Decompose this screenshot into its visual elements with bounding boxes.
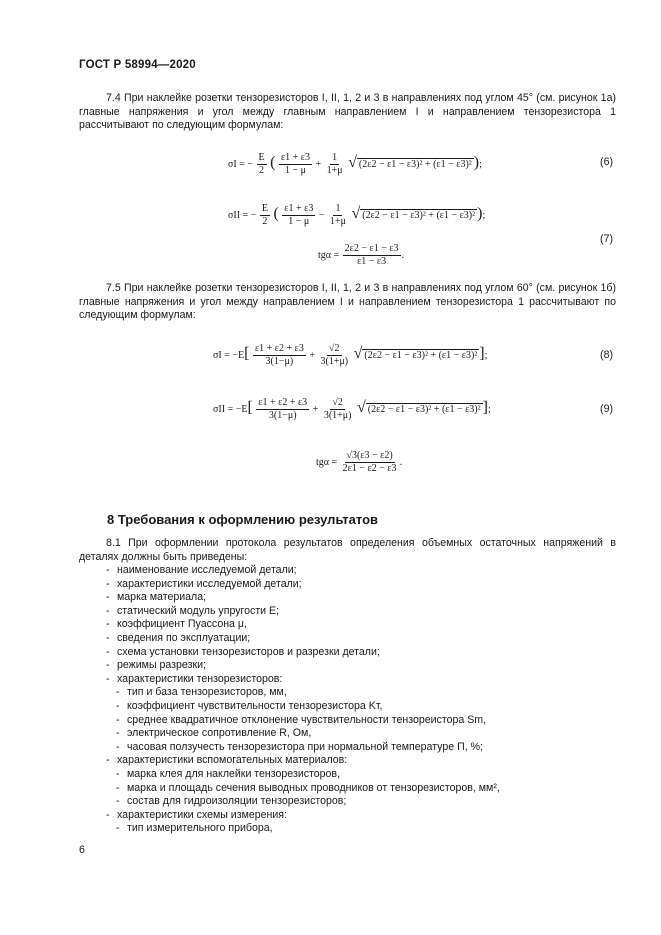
list-item-text: марка клея для наклейки тензорезисторов,	[127, 767, 341, 780]
list-dash: -	[116, 795, 120, 808]
list-item-text: среднее квадратичное отклонение чувствительности тензореистора Sm,	[127, 713, 487, 726]
formula-tg-alpha-60: tgα = $\frac{√3(\varepsilon 3 - \varepsilon 2)}{2\varepsilon 1 - \varepsilon 2 - \varepsilon 3}$ .	[316, 450, 403, 474]
list-dash: -	[106, 564, 110, 576]
paragraph-8-1	[79, 537, 616, 564]
list-item	[79, 741, 619, 755]
list-dash: -	[106, 754, 110, 767]
list-dash: -	[116, 727, 120, 740]
list-item-text: характеристики тензорезисторов:	[117, 672, 283, 685]
list-item	[79, 659, 619, 673]
list-item-text: характеристики исследуемой детали;	[117, 577, 302, 590]
list-item-text: тип измерительного прибора,	[127, 822, 273, 835]
list-item	[79, 768, 619, 782]
list-dash: -	[106, 645, 110, 658]
list-item	[79, 754, 619, 768]
list-item	[79, 605, 619, 619]
paragraph-7-4	[79, 92, 616, 133]
document-header: ГОСТ Р 58994—2020	[79, 59, 196, 71]
paragraph-7-5-text: 7.5 При наклейке розетки тензорезисторов I, II, 1, 2 и 3 в направлениях под углом 60° (см. рисунок 1б) главные напряжения и угол между направлением I и направлением тензорезистора 1 рассчитывают по следующим формулам:	[79, 282, 616, 322]
formula-9-number: (9)	[600, 403, 613, 415]
list-item	[79, 578, 619, 592]
list-item	[79, 714, 619, 728]
list-dash: -	[116, 699, 120, 712]
list-item-text: состав для гидроизоляции тензорезисторов;	[127, 795, 347, 808]
list-item-text: сведения по эксплуатации;	[117, 631, 251, 644]
list-item-text: характеристики схемы измерения:	[117, 808, 287, 821]
page-number: 6	[79, 844, 85, 856]
list-dash: -	[106, 604, 110, 617]
list-item	[79, 795, 619, 809]
list-dash: -	[106, 631, 110, 644]
list-dash: -	[116, 767, 120, 780]
list-item	[79, 591, 619, 605]
list-item	[79, 727, 619, 741]
list-item	[79, 673, 619, 687]
list-dash: -	[116, 686, 120, 699]
list-item	[79, 646, 619, 660]
section-8-title: 8 Требования к оформлению результатов	[107, 512, 379, 527]
paragraph-7-5	[79, 282, 616, 323]
list-item	[79, 700, 619, 714]
formula-tg-alpha-45: tgα = $\frac{2\varepsilon 2 - \varepsilon 1 - \varepsilon 3}{\varepsilon 1 - \varepsilon 3}$ .	[318, 243, 405, 267]
formula-7-number: (7)	[600, 233, 613, 245]
list-item-text: наименование исследуемой детали;	[117, 564, 297, 576]
list-item-text: часовая ползучесть тензорезистора при нормальной температуре П, %;	[127, 740, 483, 753]
formula-7: σII = − $\frac{E}{2}$ ( $\frac{\varepsilon 1 + \varepsilon 3}{1 - \mu}$ − $\frac{1}{1+\mu}$ √ (2ε2 − ε1 − ε3)² + (ε1 − ε3)² );	[228, 203, 486, 227]
formula-8: σI = −E[ $\frac{\varepsilon 1 + \varepsilon 2 + \varepsilon 3}{3(1-\mu)}$ + $\frac{√2}{3(1+\mu)}$ √ (2ε2 − ε1 − ε3)² + (ε1 − ε3)² ];	[213, 343, 488, 367]
formula-7-lhs: σII = −	[228, 209, 257, 221]
list-item-text: схема установки тензорезисторов и разрезки детали;	[117, 645, 380, 658]
list-item-text: марка и площадь сечения выводных проводников от тензорезисторов, мм²,	[127, 781, 500, 794]
list-dash: -	[106, 577, 110, 590]
list-item-text: тип и база тензорезисторов, мм,	[127, 686, 287, 699]
formula-6: σI = − $\frac{E}{2}$ ( $\frac{\varepsilon 1 + \varepsilon 3}{1 - \mu}$ + $\frac{1}{1+\mu}$ √ (2ε2 − ε1 − ε3)² + (ε1 − ε3)² );	[228, 152, 482, 176]
paragraph-8-1-text: 8.1 При оформлении протокола результатов определения объемных остаточных напряжений в деталях должны быть приведены:	[79, 537, 616, 563]
list-item-text: режимы разрезки;	[117, 659, 206, 672]
list-item	[79, 686, 619, 700]
list-item-text: коэффициент Пуассона μ,	[117, 618, 247, 631]
list-item-text: электрическое сопротивление R, Ом,	[127, 727, 312, 740]
list-item	[79, 822, 619, 836]
paragraph-7-4-text: 7.4 При наклейке розетки тензорезисторов I, II, 1, 2 и 3 в направлениях под углом 45° (см. рисунок 1а) главные напряжения и угол между главным направлением I и направлением тензорезистора 1 рассчитывают по следующим формулам:	[79, 92, 616, 132]
list-item-text: коэффициент чувствительности тензорезистора Kт,	[127, 699, 383, 712]
list-item	[79, 618, 619, 632]
list-dash: -	[106, 618, 110, 631]
formula-9: σII = −E[ $\frac{\varepsilon 1 + \varepsilon 2 + \varepsilon 3}{3(1-\mu)}$ + $\frac{√2}{3(1+\mu)}$ √ (2ε2 − ε1 − ε3)² + (ε1 − ε3)² ];	[213, 397, 491, 421]
formula-8-number: (8)	[600, 349, 613, 361]
list-item	[79, 564, 619, 578]
list-dash: -	[106, 659, 110, 672]
list-item-text: статический модуль упругости Е;	[117, 604, 280, 617]
list-dash: -	[106, 672, 110, 685]
formula-6-number: (6)	[600, 156, 613, 168]
formula-6-lhs: σI = −	[228, 158, 253, 170]
list-dash: -	[116, 781, 120, 794]
list-dash: -	[106, 808, 110, 821]
list-item	[79, 809, 619, 823]
requirements-list	[79, 564, 619, 836]
list-dash: -	[116, 822, 120, 835]
list-item	[79, 632, 619, 646]
list-item-text: характеристики вспомогательных материалов:	[117, 754, 348, 767]
list-item	[79, 782, 619, 796]
list-dash: -	[106, 591, 110, 604]
list-dash: -	[116, 713, 120, 726]
list-dash: -	[116, 740, 120, 753]
list-item-text: марка материала;	[117, 591, 207, 604]
